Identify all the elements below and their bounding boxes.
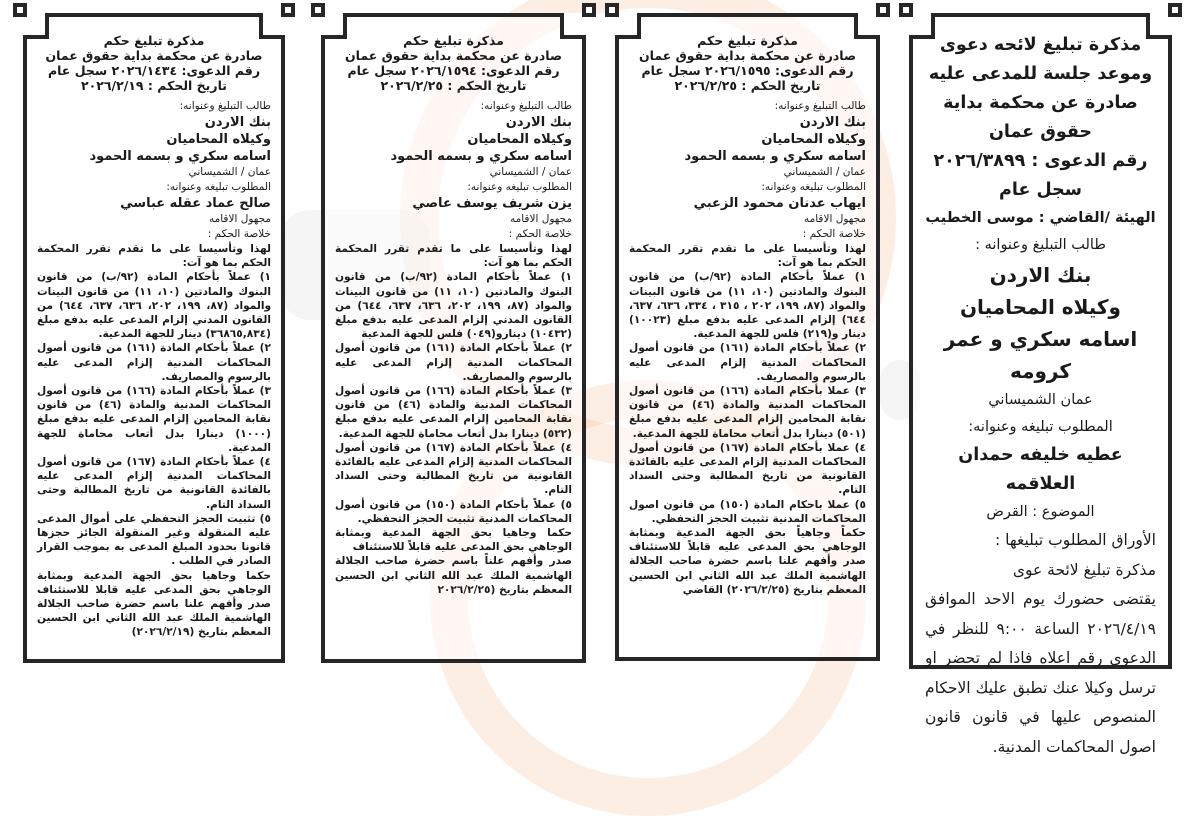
notice-case-no: رقم الدعوى: ٢٠٢٦/١٤٣٤ سجل عام	[47, 63, 261, 78]
judgment-notice-3	[615, 13, 880, 661]
judgment-paragraph: ٤) عملا بأحكام المادة (١٦٧) من قانون أصول المحاكمات المدنية إلزام المدعى عليه بالفائدة القانونية من تاريخ المطالبة وحتى السداد التام.	[629, 441, 866, 497]
defendant-label: المطلوب تبليغه وعنوانه:	[761, 181, 866, 193]
judgment-paragraph: ٥) تثبيت الحجز التحفظي على أموال المدعى عليه المنقولة وغير المنقولة الجائز حجزها قانونا بحدود المبلغ المدعى به بموجب القرار الصادر في الطلب .	[37, 512, 271, 568]
lawyers-label: وكيلاه المحاميان	[959, 295, 1121, 319]
subject: الموضوع : القرض	[986, 504, 1095, 520]
lawyers-label: وكيلاه المحاميان	[166, 132, 271, 147]
judgment-paragraph: ٢) عملاً بأحكام المادة (١٦١) من قانون أصول المحاكمات المدنية إلزام المدعى عليه بالرسوم والمصاريف.	[37, 342, 271, 383]
requester: بنك الاردن	[799, 115, 866, 130]
residence: مجهول الاقامه	[208, 213, 271, 225]
residence: مجهول الاقامه	[803, 213, 866, 225]
notice-court: صادرة عن محكمة بداية حقوق عمان	[344, 48, 563, 63]
requester-label: طالب التبليغ وعنوانه:	[480, 100, 572, 112]
notice-subtitle: وموعد جلسة للمدعى عليه	[928, 64, 1153, 84]
papers-label: الأوراق المطلوب تبليغها :	[994, 531, 1156, 549]
summary-label: خلاصة الحكم :	[802, 228, 866, 240]
judgment-paragraph: ٣) عملا بأحكام المادة (١٦٦) من قانون أصول المحاكمات المدنية والمادة (٤٦) من قانون نقابة المحامين إلزام المدعى عليه بدفع مبلغ (٥٠١) دينارا بدل أتعاب محاماة للجهة المدعية.	[629, 385, 867, 440]
judgment-paragraph: حكما وجاهيا بحق الجهة المدعية وبمثابة الوجاهي بحق المدعى عليه قابلا للاستئناف صدر وأفهم علنا باسم حضرة صاحب الجلالة الهاشمية الملك عبد الله الثاني ابن الحسين المعظم بتاريخ (٢٠٢٦/٢/١٩)	[37, 569, 271, 639]
judgment-paragraph: ١) عملاً بأحكام المادة (٩٢/ب) من قانون البنوك والمادتين (١٠، ١١) من قانون البينات والمواد (٨٧، ١٩٩، ٢٠٢، ٦٣٦، ٦٣٧، ٦٤٤) من القانون المدني إلزام المدعى عليه بدفع مبلغ (٣٦٨٦٥,٨٣٤) دينار للجهة المدعية.	[37, 271, 272, 341]
judgment-paragraph: ٣) عملاً بأحكام المادة (١٦٦) من قانون أصول المحاكمات المدنية والمادة (٤٦) من قانون نقابة المحامين إلزام المدعى عليه بدفع مبلغ (٥٢٢) دينارا بدل أتعاب محاماة للجهة المدعية.	[335, 385, 573, 440]
hearing-notice	[909, 13, 1172, 756]
lawyers: اسامه سكري و بسمه الحمود	[684, 149, 866, 164]
judgment-notice-1	[23, 13, 285, 663]
court-name: صادرة عن محكمة بداية حقوق عمان	[943, 93, 1138, 142]
requester: بنك الاردن	[505, 115, 572, 130]
case-number: رقم الدعوى : ٢٠٢٦/٣٨٩٩ سجل عام	[933, 151, 1148, 200]
judgment-body	[37, 242, 271, 640]
judgment-paragraph: ٤) عملاً بأحكام المادة (١٦٧) من قانون أصول المحاكمات المدنية إلزام المدعى عليه بالفائدة القانونية من تاريخ المطالبة وحتى السداد التام.	[335, 441, 572, 497]
address: عمان / الشميساني	[489, 166, 572, 178]
judgment-paragraph: لهذا وتأسيسا على ما تقدم تقرر المحكمة الحكم بما هو آت:	[335, 243, 572, 270]
notice-case-no: رقم الدعوى: ٢٠٢٦/١٥٩٤ سجل عام	[347, 63, 560, 78]
frame-ornament	[281, 3, 295, 17]
frame-ornament	[605, 3, 619, 17]
notice-title: مذكرة تبليغ حكم	[403, 33, 504, 48]
defendant-label: المطلوب تبليغه وعنوانه:	[467, 181, 572, 193]
requester-label: طالب التبليغ وعنوانه :	[975, 237, 1106, 253]
judgment-paragraph: ١) عملاً بأحكام المادة (٩٢/ب) من قانون البنوك والمادتين (١٠، ١١) من قانون البينات والمواد (٨٧، ١٩٩، ٢٠٢ ، ٣١٥ ، ٣٣٤، ٦٣٦، ٦٣٧، ٦٤٤) إلزام المدعى عليه بدفع مبلغ (١٠٠٢٣) دينار و(٢١٩) فلس للجهة المدعية.	[629, 271, 867, 341]
judgment-paragraph: ٤) عملاً بأحكام المادة (١٦٧) من قانون أصول المحاكمات المدنية إلزام المدعى عليه بالفائدة القانونية من تاريخ المطالبة وحتى السداد التام.	[37, 456, 271, 511]
defendant-label: المطلوب تبليغه وعنوانه:	[166, 181, 271, 193]
notice-title: مذكرة تبليغ حكم	[697, 33, 798, 48]
notice-title: مذكرة تبليغ حكم	[103, 33, 205, 48]
judgment-paragraph: ٢) عملاً بأحكام المادة (١٦١) من قانون أصول المحاكمات المدنية إلزام المدعى عليه بالرسوم والمصاريف.	[335, 342, 572, 383]
judgment-body	[629, 242, 866, 597]
frame-ornament	[311, 3, 325, 17]
frame-ornament	[1168, 3, 1182, 17]
judgment-paragraph: صدر وأفهم علناً باسم حضرة صاحب الجلالة الهاشمية الملك عبد الله الثاني ابن الحسين المعظم بتاريخ (٢٠٢٦/٢/٢٥	[335, 555, 572, 596]
summary-label: خلاصة الحكم :	[508, 228, 572, 240]
notice-court: صادرة عن محكمة بداية حقوق عمان	[45, 48, 263, 63]
lawyers-label: وكيلاه المحاميان	[761, 132, 866, 147]
defendant: ايهاب عدنان محمود الزعبي	[693, 196, 866, 211]
judgment-paragraph: ١) عملاً بأحكام المادة (٩٢/ب) من قانون البنوك والمادتين (١٠، ١١) من قانون البينات والمواد (٨٧، ١٩٩، ٢٠٢، ٦٣٦، ٦٣٧، ٦٤٤) من القانون المدني إلزام المدعى عليه بدفع مبلغ (١٠٤٣٢) دينارو(٠٤٩) فلس للجهة المدعية	[335, 271, 573, 341]
defendant: صالح عماد عقله عباسي	[120, 196, 271, 211]
notice-title: مذكرة تبليغ لائحه دعوى	[939, 35, 1142, 55]
judgment-body	[335, 242, 572, 597]
judgment-paragraph: ٥) عملاً بأحكام المادة (١٥٠) من قانون أصول المحاكمات المدنية تثبيت الحجز التحفظي.	[335, 498, 572, 525]
judgment-paragraph: ٢) عملاً بأحكام المادة (١٦١) من قانون أصول المحاكمات المدنية إلزام المدعى عليه بالرسوم والمصاريف.	[629, 342, 866, 383]
frame-ornament	[13, 3, 27, 17]
judge: الهيئة /القاضي : موسى الخطيب	[925, 210, 1156, 226]
hearing-text: يقتضى حضورك يوم الاحد الموافق ٢٠٢٦/٤/١٩ الساعة ٩:٠٠ للنظر في الدعوى رقم اعلاه فاذا لم تحضر او ترسل وكيلا عنك تطبق عليك الاحكام المنصوص عليها في قانون قانون اصول المحاكمات المدنية.	[925, 590, 1156, 756]
frame-ornament	[876, 3, 890, 17]
frame-ornament	[899, 3, 913, 17]
judgment-paragraph: حكما وجاهيا بحق الجهة المدعية وبمثابة الوجاهي بحق المدعى عليه قابلاً للاستئناف	[335, 527, 572, 554]
defendant: عطيه خليفه حمدان العلاقمه	[958, 445, 1123, 494]
defendant: يزن شريف يوسف عاصي	[412, 196, 572, 211]
address: عمان / الشميساني	[188, 166, 271, 178]
lawyers-label: وكيلاه المحاميان	[467, 132, 572, 147]
requester-label: طالب التبليغ وعنوانه:	[179, 100, 271, 112]
judgment-paragraph: لهذا وتأسيسا على ما تقدم تقرر المحكمة الحكم بما هو آت:	[37, 243, 271, 270]
residence: مجهول الاقامه	[509, 213, 572, 225]
lawyers: اسامه سكري و عمر كرومه	[943, 327, 1138, 383]
address: عمان الشميساني	[988, 392, 1093, 408]
requester-label: طالب التبليغ وعنوانه:	[774, 100, 866, 112]
defendant-label: المطلوب تبليغه وعنوانه:	[968, 419, 1113, 435]
frame-ornament	[582, 3, 596, 17]
papers: مذكرة تبليغ لائحة عوى	[1012, 560, 1156, 579]
address: عمان / الشميساني	[783, 166, 866, 178]
notice-court: صادرة عن محكمة بداية حقوق عمان	[638, 48, 857, 63]
summary-label: خلاصة الحكم :	[207, 228, 271, 240]
judgment-paragraph: ٥) عملا باحكام المادة (١٥٠) من قانون اصول المحاكمات المدنية تثبيت الحجز التحفظي.	[629, 498, 866, 525]
lawyers: اسامه سكري و بسمه الحمود	[390, 149, 572, 164]
notice-date: تاريخ الحكم : ٢٠٢٦/٢/٢٥	[674, 78, 821, 93]
judgment-notice-2	[321, 13, 586, 663]
notice-date: تاريخ الحكم : ٢٠٢٦/٢/١٩	[81, 78, 227, 93]
notice-date: تاريخ الحكم : ٢٠٢٦/٢/٢٥	[380, 78, 527, 93]
notice-case-no: رقم الدعوى: ٢٠٢٦/١٥٩٥ سجل عام	[641, 63, 854, 78]
lawyers: اسامه سكري و بسمه الحمود	[89, 149, 271, 164]
judgment-paragraph: حكماً وجاهياً بحق الجهة المدعية وبمثابة الوجاهي بحق المدعى عليه قابلاً للاستئناف صدر وأفهم علنا باسم حضرة صاحب الجلالة الهاشمية الملك عبد الله الثاني ابن الحسين المعظم بتاريخ (٢٠٢٦/٢/٢٥) القاضي	[629, 527, 866, 596]
requester: بنك الاردن	[204, 115, 271, 130]
requester: بنك الاردن	[989, 263, 1092, 287]
judgment-paragraph: ٣) عملاً بأحكام المادة (١٦٦) من قانون أصول المحاكمات المدنية والمادة (٤٦) من قانون نقابة المحامين إلزام المدعى عليه بدفع مبلغ (١٠٠٠) دينارا بدل أتعاب محاماة للجهة المدعية.	[37, 385, 271, 454]
judgment-paragraph: لهذا وتأسيسا على ما تقدم تقرر المحكمة الحكم بما هو آت:	[629, 243, 866, 270]
